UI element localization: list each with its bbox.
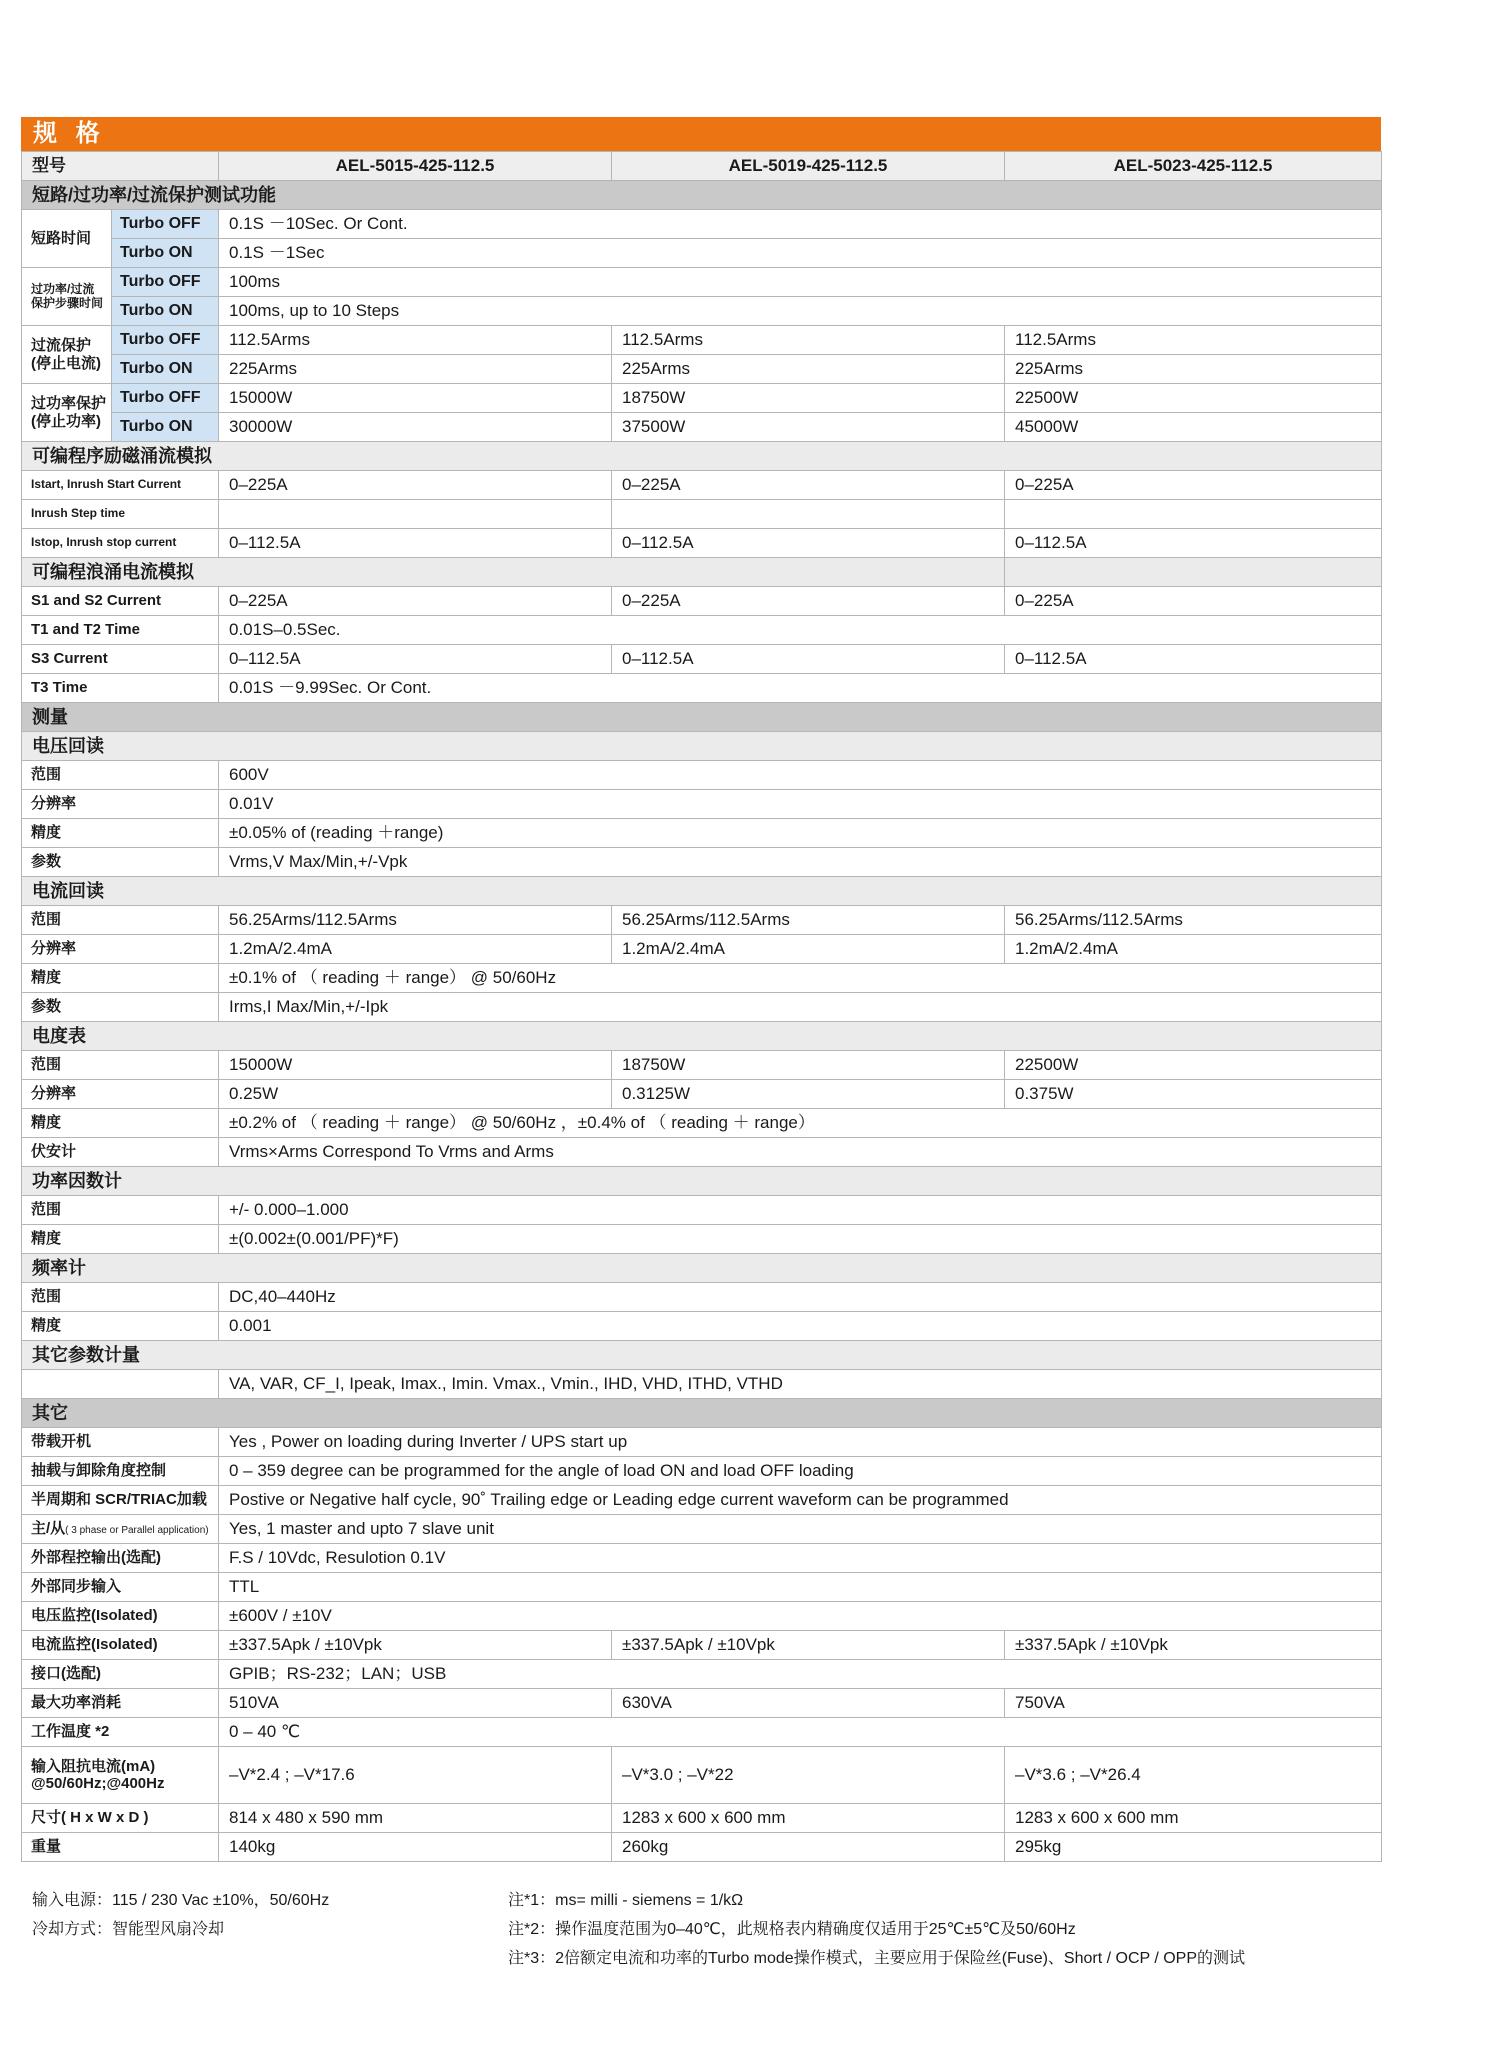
row-label: 重量 — [22, 1833, 219, 1862]
value-cell: –V*3.6 ; –V*26.4 — [1005, 1747, 1382, 1804]
value-cell: Yes, 1 master and upto 7 slave unit — [219, 1515, 1382, 1544]
value-cell: 0–112.5A — [612, 645, 1005, 674]
value-cell: 15000W — [219, 1051, 612, 1080]
value-cell: 0.1S －1Sec — [219, 239, 1382, 268]
value-cell: ±337.5Apk / ±10Vpk — [612, 1631, 1005, 1660]
table-row — [22, 1660, 1382, 1689]
value-cell: +/- 0.000–1.000 — [219, 1196, 1382, 1225]
table-row — [22, 1486, 1382, 1515]
table-row — [22, 210, 1382, 239]
row-label: 精度 — [22, 964, 219, 993]
section-header-row — [22, 1254, 1382, 1283]
table-row — [22, 1804, 1382, 1833]
value-cell: ±337.5Apk / ±10Vpk — [219, 1631, 612, 1660]
turbo-mode-label: Turbo ON — [112, 297, 219, 326]
value-cell: ±(0.002±(0.001/PF)*F) — [219, 1225, 1382, 1254]
table-row — [22, 326, 1382, 355]
table-row — [22, 761, 1382, 790]
section-title: 电压回读 — [22, 732, 1382, 761]
value-cell: 56.25Arms/112.5Arms — [219, 906, 612, 935]
value-cell: 225Arms — [612, 355, 1005, 384]
table-row — [22, 1689, 1382, 1718]
table-row — [22, 1370, 1382, 1399]
power-input-note: 输入电源：115 / 230 Vac ±10%，50/60Hz — [32, 1892, 330, 1909]
value-cell: 0–112.5A — [1005, 529, 1382, 558]
turbo-mode-label: Turbo OFF — [112, 326, 219, 355]
spec-title: 规 格 — [21, 117, 1381, 151]
row-label: 精度 — [22, 819, 219, 848]
value-cell: 112.5Arms — [219, 326, 612, 355]
section-header-row — [22, 877, 1382, 906]
table-row — [22, 297, 1382, 326]
table-cell — [1005, 558, 1382, 587]
turbo-mode-label: Turbo ON — [112, 355, 219, 384]
row-label: 电压监控(Isolated) — [22, 1602, 219, 1631]
table-row — [22, 1573, 1382, 1602]
row-label: 精度 — [22, 1312, 219, 1341]
row-label: S1 and S2 Current — [22, 587, 219, 616]
value-cell: 0–225A — [219, 587, 612, 616]
value-cell: GPIB；RS-232；LAN；USB — [219, 1660, 1382, 1689]
value-cell: 225Arms — [1005, 355, 1382, 384]
value-cell: –V*2.4 ; –V*17.6 — [219, 1747, 612, 1804]
row-label: 分辨率 — [22, 1080, 219, 1109]
row-label: T3 Time — [22, 674, 219, 703]
row-label: 半周期和 SCR/TRIAC加载 — [22, 1486, 219, 1515]
value-cell: 0.1S －10Sec. Or Cont. — [219, 210, 1382, 239]
row-label: 参数 — [22, 993, 219, 1022]
section-header-row — [22, 181, 1382, 210]
turbo-mode-label: Turbo ON — [112, 239, 219, 268]
table-row — [22, 616, 1382, 645]
value-cell: 18750W — [612, 384, 1005, 413]
table-row — [22, 1225, 1382, 1254]
table-row — [22, 268, 1382, 297]
value-cell: Yes , Power on loading during Inverter / UPS start up — [219, 1428, 1382, 1457]
value-cell: 0 – 359 degree can be programmed for the angle of load ON and load OFF loading — [219, 1457, 1382, 1486]
turbo-mode-label: Turbo OFF — [112, 210, 219, 239]
section-header-row — [22, 1167, 1382, 1196]
value-cell: 0–112.5A — [219, 529, 612, 558]
value-cell: 0–225A — [612, 471, 1005, 500]
section-title: 短路/过功率/过流保护测试功能 — [22, 181, 1382, 210]
value-cell: 56.25Arms/112.5Arms — [612, 906, 1005, 935]
spec-sheet — [21, 117, 1381, 1862]
table-row — [22, 1312, 1382, 1341]
value-cell: 112.5Arms — [612, 326, 1005, 355]
value-cell: Vrms×Arms Correspond To Vrms and Arms — [219, 1138, 1382, 1167]
row-label: 接口(选配) — [22, 1660, 219, 1689]
table-row — [22, 1428, 1382, 1457]
value-cell: 0.001 — [219, 1312, 1382, 1341]
section-title: 其它参数计量 — [22, 1341, 1382, 1370]
value-cell: 0–225A — [612, 587, 1005, 616]
row-label: 范围 — [22, 1283, 219, 1312]
value-cell: 0–225A — [1005, 471, 1382, 500]
table-row — [22, 1283, 1382, 1312]
table-row — [22, 1515, 1382, 1544]
value-cell: 0.01S–0.5Sec. — [219, 616, 1382, 645]
footnote: 注*2：操作温度范围为0–40℃，此规格表内精确度仅适用于25℃±5℃及50/60Hz — [508, 1921, 1076, 1938]
value-cell: 0–225A — [219, 471, 612, 500]
row-label: 过流保护 (停止电流) — [22, 326, 112, 384]
value-cell: 15000W — [219, 384, 612, 413]
row-label: Inrush Step time — [22, 500, 219, 529]
row-label: 参数 — [22, 848, 219, 877]
value-cell: 0.3125W — [612, 1080, 1005, 1109]
section-header-row — [22, 1022, 1382, 1051]
table-row — [22, 471, 1382, 500]
value-cell: ±337.5Apk / ±10Vpk — [1005, 1631, 1382, 1660]
section-header-row — [22, 703, 1382, 732]
row-label-text: 主/从 — [31, 1520, 66, 1538]
row-label: 最大功率消耗 — [22, 1689, 219, 1718]
value-cell: 22500W — [1005, 1051, 1382, 1080]
table-row — [22, 1602, 1382, 1631]
row-label — [22, 1515, 219, 1544]
model-name: AEL-5019-425-112.5 — [612, 152, 1005, 181]
turbo-mode-label: Turbo OFF — [112, 384, 219, 413]
value-cell: 750VA — [1005, 1689, 1382, 1718]
value-cell: ±0.05% of (reading ＋range) — [219, 819, 1382, 848]
value-cell: 37500W — [612, 413, 1005, 442]
section-header-row — [22, 442, 1382, 471]
row-label: 过功率/过流 保护步骤时间 — [22, 268, 112, 326]
table-row — [22, 645, 1382, 674]
table-row — [22, 819, 1382, 848]
footnote: 注*1：ms= milli - siemens = 1/kΩ — [508, 1892, 744, 1909]
model-name: AEL-5023-425-112.5 — [1005, 152, 1382, 181]
table-row — [22, 1138, 1382, 1167]
section-title: 电度表 — [22, 1022, 1382, 1051]
table-row — [22, 674, 1382, 703]
section-title: 电流回读 — [22, 877, 1382, 906]
value-cell: TTL — [219, 1573, 1382, 1602]
row-label: 外部同步输入 — [22, 1573, 219, 1602]
table-row — [22, 790, 1382, 819]
table-row — [22, 587, 1382, 616]
value-cell: ±0.1% of （ reading ＋ range） @ 50/60Hz — [219, 964, 1382, 993]
value-cell: 1.2mA/2.4mA — [612, 935, 1005, 964]
table-row — [22, 1747, 1382, 1804]
table-row — [22, 529, 1382, 558]
table-row — [22, 993, 1382, 1022]
value-cell: 0.25W — [219, 1080, 612, 1109]
value-cell: 0.01V — [219, 790, 1382, 819]
value-cell: 600V — [219, 761, 1382, 790]
table-row — [22, 1457, 1382, 1486]
row-label: 短路时间 — [22, 210, 112, 268]
row-label: 输入阻抗电流(mA) @50/60Hz;@400Hz — [22, 1747, 219, 1804]
cooling-note: 冷却方式：智能型风扇冷却 — [32, 1921, 225, 1938]
value-cell: 225Arms — [219, 355, 612, 384]
section-title: 其它 — [22, 1399, 1382, 1428]
value-cell: 0–112.5A — [612, 529, 1005, 558]
value-cell: ±600V / ±10V — [219, 1602, 1382, 1631]
value-cell: 100ms — [219, 268, 1382, 297]
value-cell: 0–225A — [1005, 587, 1382, 616]
value-cell: DC,40–440Hz — [219, 1283, 1382, 1312]
section-title: 测量 — [22, 703, 1382, 732]
footer-right — [508, 1886, 1245, 1973]
row-label: 范围 — [22, 1196, 219, 1225]
table-row — [22, 239, 1382, 268]
value-cell: 1283 x 600 x 600 mm — [612, 1804, 1005, 1833]
turbo-mode-label: Turbo OFF — [112, 268, 219, 297]
value-cell: –V*3.0 ; –V*22 — [612, 1747, 1005, 1804]
row-label: T1 and T2 Time — [22, 616, 219, 645]
value-cell — [1005, 500, 1382, 529]
row-label: 伏安计 — [22, 1138, 219, 1167]
value-cell: 18750W — [612, 1051, 1005, 1080]
row-label: Istop, Inrush stop current — [22, 529, 219, 558]
model-name: AEL-5015-425-112.5 — [219, 152, 612, 181]
value-cell: ±0.2% of （ reading ＋ range） @ 50/60Hz ，±0.4% of （ reading ＋ range） — [219, 1109, 1382, 1138]
row-label: S3 Current — [22, 645, 219, 674]
value-cell: VA, VAR, CF_I, Ipeak, Imax., Imin. Vmax., Vmin., IHD, VHD, ITHD, VTHD — [219, 1370, 1382, 1399]
row-label: 电流监控(Isolated) — [22, 1631, 219, 1660]
value-cell: 630VA — [612, 1689, 1005, 1718]
table-row — [22, 1080, 1382, 1109]
value-cell: 510VA — [219, 1689, 612, 1718]
section-title: 功率因数计 — [22, 1167, 1382, 1196]
section-header-row — [22, 1341, 1382, 1370]
section-title: 可编程浪涌电流模拟 — [22, 558, 1005, 587]
value-cell: 1.2mA/2.4mA — [1005, 935, 1382, 964]
value-cell: 1.2mA/2.4mA — [219, 935, 612, 964]
table-row — [22, 1631, 1382, 1660]
table-header-row — [22, 152, 1382, 181]
row-label: 精度 — [22, 1109, 219, 1138]
table-row — [22, 384, 1382, 413]
row-label: 工作温度 *2 — [22, 1718, 219, 1747]
row-label: 分辨率 — [22, 790, 219, 819]
value-cell: 100ms, up to 10 Steps — [219, 297, 1382, 326]
turbo-mode-label: Turbo ON — [112, 413, 219, 442]
value-cell: 260kg — [612, 1833, 1005, 1862]
footer-left — [32, 1886, 329, 1944]
value-cell: F.S / 10Vdc, Resulotion 0.1V — [219, 1544, 1382, 1573]
table-row — [22, 1833, 1382, 1862]
row-label — [22, 1370, 219, 1399]
table-row — [22, 906, 1382, 935]
row-label-note: ( 3 phase or Parallel application) — [65, 1525, 209, 1537]
table-row — [22, 1544, 1382, 1573]
row-label: 带载开机 — [22, 1428, 219, 1457]
row-label: 尺寸( H x W x D ) — [22, 1804, 219, 1833]
value-cell: Postive or Negative half cycle, 90˚ Trailing edge or Leading edge current waveform can be programmed — [219, 1486, 1382, 1515]
model-label: 型号 — [22, 152, 219, 181]
section-header-row — [22, 732, 1382, 761]
row-label: 范围 — [22, 1051, 219, 1080]
table-row — [22, 1196, 1382, 1225]
section-header-row — [22, 558, 1382, 587]
row-label: 范围 — [22, 761, 219, 790]
row-label: 外部程控输出(选配) — [22, 1544, 219, 1573]
table-row — [22, 413, 1382, 442]
value-cell: 0 – 40 ℃ — [219, 1718, 1382, 1747]
value-cell — [612, 500, 1005, 529]
row-label: 过功率保护 (停止功率) — [22, 384, 112, 442]
footnote: 注*3：2倍额定电流和功率的Turbo mode操作模式，主要应用于保险丝(Fuse)、Short / OCP / OPP的测试 — [508, 1950, 1246, 1967]
value-cell: 56.25Arms/112.5Arms — [1005, 906, 1382, 935]
row-label: 抽载与卸除角度控制 — [22, 1457, 219, 1486]
table-row — [22, 848, 1382, 877]
row-label: 精度 — [22, 1225, 219, 1254]
spec-table — [21, 151, 1382, 1862]
table-row — [22, 355, 1382, 384]
value-cell: 140kg — [219, 1833, 612, 1862]
value-cell: Vrms,V Max/Min,+/-Vpk — [219, 848, 1382, 877]
row-label: Istart, Inrush Start Current — [22, 471, 219, 500]
value-cell: Irms,I Max/Min,+/-Ipk — [219, 993, 1382, 1022]
value-cell: 45000W — [1005, 413, 1382, 442]
row-label: 分辨率 — [22, 935, 219, 964]
value-cell: 0–112.5A — [1005, 645, 1382, 674]
section-title: 可编程序励磁涌流模拟 — [22, 442, 1382, 471]
value-cell: 295kg — [1005, 1833, 1382, 1862]
value-cell: 0.01S －9.99Sec. Or Cont. — [219, 674, 1382, 703]
value-cell: 112.5Arms — [1005, 326, 1382, 355]
value-cell: 0–112.5A — [219, 645, 612, 674]
section-title: 频率计 — [22, 1254, 1382, 1283]
row-label: 范围 — [22, 906, 219, 935]
value-cell: 30000W — [219, 413, 612, 442]
value-cell: 1283 x 600 x 600 mm — [1005, 1804, 1382, 1833]
value-cell: 0.375W — [1005, 1080, 1382, 1109]
value-cell: 22500W — [1005, 384, 1382, 413]
table-row — [22, 964, 1382, 993]
table-row — [22, 1718, 1382, 1747]
table-row — [22, 500, 1382, 529]
table-row — [22, 1109, 1382, 1138]
section-header-row — [22, 1399, 1382, 1428]
table-row — [22, 935, 1382, 964]
value-cell: 814 x 480 x 590 mm — [219, 1804, 612, 1833]
value-cell — [219, 500, 612, 529]
table-row — [22, 1051, 1382, 1080]
